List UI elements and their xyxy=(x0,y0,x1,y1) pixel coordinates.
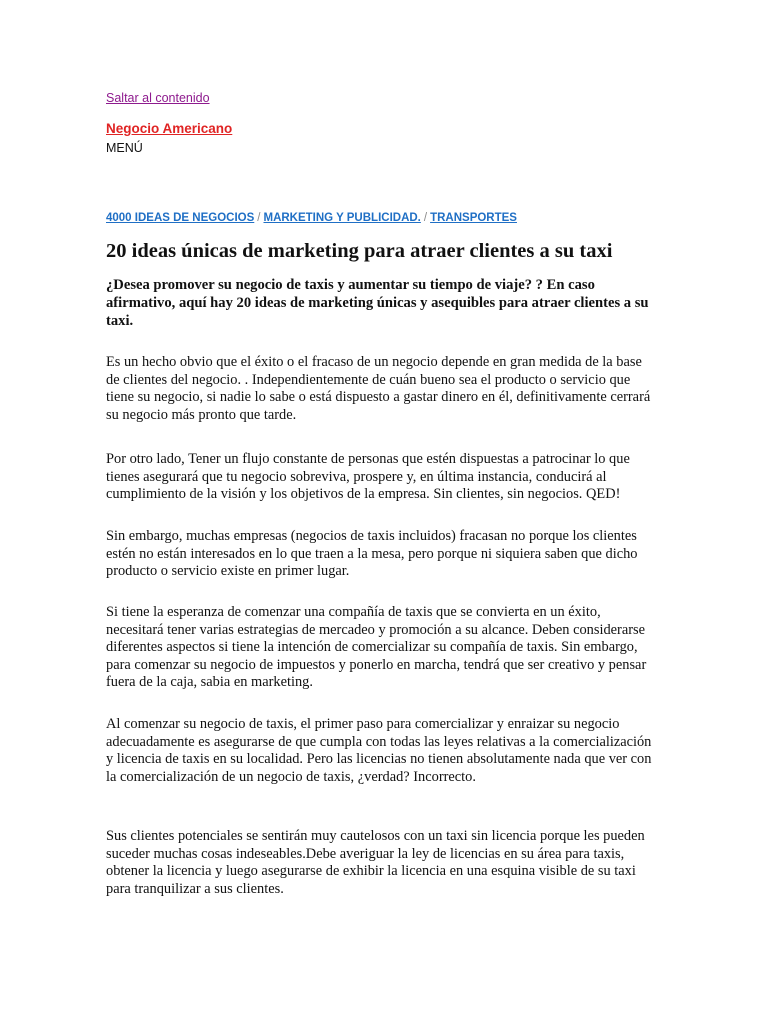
breadcrumb-separator: / xyxy=(257,212,261,224)
article-paragraph: Por otro lado, Tener un flujo constante de personas que estén dispuestas a patrocinar lo que tienes asegurará que tu negocio sobreviva, prospere y, en última instancia, conducirá al cumplimiento de la visión y los objetivos de la empresa. Sin clientes, sin negocios. QED! xyxy=(106,451,630,502)
breadcrumb-separator: / xyxy=(423,212,428,224)
site-title-link[interactable]: Negocio Americano xyxy=(106,121,233,136)
breadcrumb-link-transportes[interactable]: TRANSPORTES xyxy=(430,212,517,224)
article-paragraph: Sin embargo, muchas empresas (negocios de taxis incluidos) fracasan no porque los clientes estén no están interesados en lo que traen a la mesa, pero porque ni siquiera saben que dicho producto o servicio existe en primer lugar. xyxy=(106,528,638,579)
article-paragraph: Sus clientes potenciales se sentirán muy cautelosos con un taxi sin licencia porque les pueden suceder muchas cosas indeseables.Debe averiguar la ley de licencias en su área para taxis, obtener la licencia y luego asegurarse de exhibir la licencia en una esquina visible de su taxi para tranquilizar a sus clientes. xyxy=(106,828,645,897)
article-title: 20 ideas únicas de marketing para atraer clientes a su taxi xyxy=(106,240,613,262)
article-paragraph: Al comenzar su negocio de taxis, el primer paso para comercializar y enraizar su negocio adecuadamente es asegurarse de que cumpla con todas las leyes relativas a la comercialización y licencia de taxis en su localidad. Pero las licencias no tienen absolutamente nada que ver con la comercialización de un negocio de taxis, ¿verdad? Incorrecto. xyxy=(106,716,652,785)
breadcrumb xyxy=(106,212,517,224)
article-paragraph: Es un hecho obvio que el éxito o el fracaso de un negocio depende en gran medida de la base de clientes del negocio. . Independientemente de cuán bueno sea el producto o servicio que tiene su negocio, si nadie lo sabe o está dispuesto a gastar dinero en él, definitivamente cerrará su negocio más pronto que tarde. xyxy=(106,354,651,423)
breadcrumb-link-marketing-y-publicidad[interactable]: MARKETING Y PUBLICIDAD. xyxy=(263,212,421,224)
breadcrumb-link-ideas-de-negocios[interactable]: 4000 IDEAS DE NEGOCIOS xyxy=(106,212,255,224)
article-lead: ¿Desea promover su negocio de taxis y aumentar su tiempo de viaje? ? En caso afirmativo, aquí hay 20 ideas de marketing únicas y asequibles para atraer clientes a su taxi. xyxy=(106,277,649,329)
article-paragraph: Si tiene la esperanza de comenzar una compañía de taxis que se convierta en un éxito, necesitará tener varias estrategias de mercadeo y promoción a su alcance. Deben considerarse diferentes aspectos si tiene la intención de comercializar su compañía de taxis. Sin embargo, para comenzar su negocio de impuestos y ponerlo en marcha, tendrá que ser creativo y pensar fuera de la caja, sabia en marketing. xyxy=(106,604,647,690)
skip-to-content-link[interactable]: Saltar al contenido xyxy=(106,91,210,105)
menu-toggle[interactable]: MENÚ xyxy=(106,141,143,155)
